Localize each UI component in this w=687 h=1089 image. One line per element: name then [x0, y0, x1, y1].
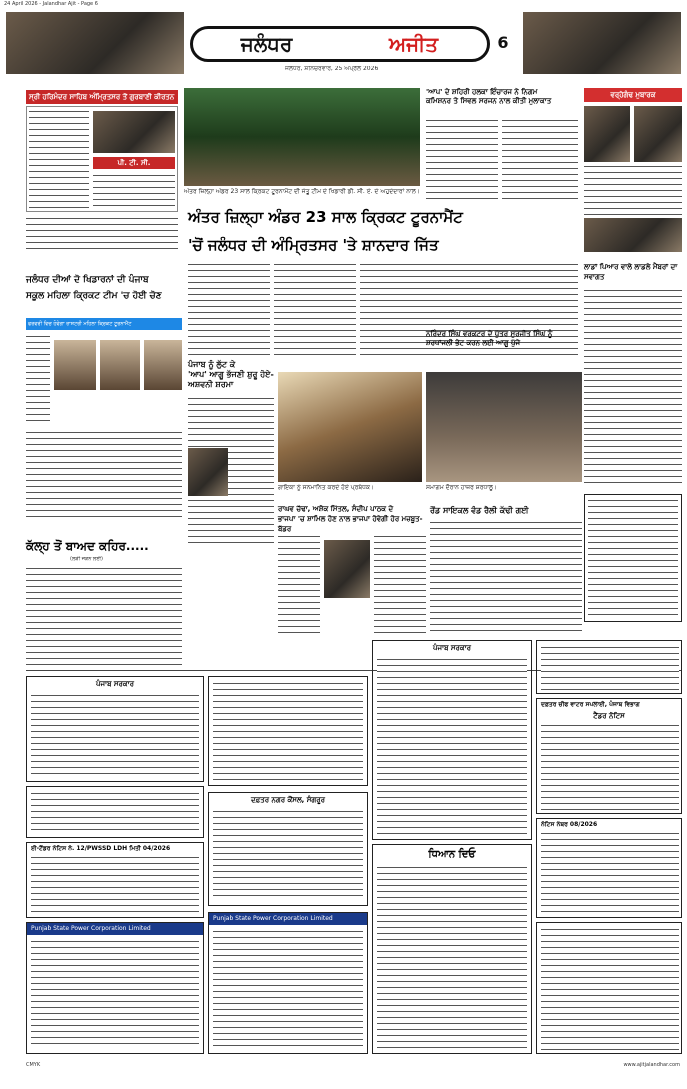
notice-box-1: [26, 676, 204, 782]
serial-headline: ਕੱਲ੍ਹ ਤੋਂ ਬਾਅਦ ਕਹਿਰ.....: [26, 539, 149, 553]
notice-box-10: [536, 922, 682, 1054]
text-lines: [541, 645, 679, 691]
right-column-headline: ਲਾਡਾਂ ਪਿਆਰ ਵਾਲੇ ਲਾਡਲੇ ਮੈਂਬਰਾਂ ਦਾ ਸਵਾਗਤ: [584, 263, 678, 281]
dhyan-dio-title: ਧਿਆਨ ਦਿਓ: [428, 848, 476, 860]
cricket-photo-caption: ਅੰਤਰ ਜ਼ਿਲ੍ਹਾ ਅੰਡਰ 23 ਸਾਲ ਕ੍ਰਿਕਟ ਟੂਰਨਾਮੈਂਟ ਦੀ ਜੇਤੂ ਟੀਮ ਦੇ ਖਿਡਾਰੀ ਡੀ. ਸੀ. ਏ. ਦੇ ਅਹੁਦੇਦਾਰਾਂ ਨਾਲ।: [184, 188, 420, 195]
text-lines: [213, 929, 363, 1049]
text-lines: [31, 791, 199, 835]
women-cricket-text: [26, 430, 182, 520]
main-headline-line2: 'ਚੋਂ ਜਲੰਧਰ ਦੀ ਅੰਮ੍ਰਿਤਸਰ 'ਤੇ ਸ਼ਾਨਦਾਰ ਜਿੱਤ: [188, 236, 439, 254]
tour-text: [430, 520, 582, 634]
photo-caption-right: ਸਮਾਗਮ ਦੌਰਾਨ ਹਾਜ਼ਰ ਸ਼ਰਧਾਲੂ।: [426, 484, 498, 491]
pspcl-title: Punjab State Power Corporation Limited: [209, 913, 367, 925]
main-story-text-col1: [188, 262, 270, 358]
anniversary-banner: ਵਰ੍ਹੇਗੰਢ ਮੁਬਾਰਕ: [584, 88, 682, 102]
pspcl-notice-2: [208, 912, 368, 1054]
text-lines: [31, 693, 199, 777]
headline-line: ਜਲੰਧਰ ਦੀਆਂ ਦੋ ਖਿਡਾਰਨਾਂ ਦੀ ਪੰਜਾਬ: [26, 275, 149, 285]
player-photo-1: [54, 340, 96, 390]
main-story-text-col2: [274, 262, 356, 358]
anniversary-photo-1: [584, 106, 630, 162]
pspcl-notice-1: [26, 922, 204, 1054]
politics-text-col2: [374, 534, 426, 634]
women-cricket-subhead: ਫਰਵਰੀ ਵਿਚ ਹੋਵੇਗਾ ਰਾਸ਼ਟਰੀ ਮਹਿਲਾ ਕ੍ਰਿਕਟ ਟੂਰਨਾਮੈਂਟ: [26, 318, 182, 330]
text-lines: [541, 723, 679, 811]
text-lines: [213, 809, 363, 901]
text-lines: [31, 939, 199, 1049]
top-right-headline: [426, 88, 578, 114]
ptc-label: ਪੀ. ਟੀ. ਸੀ.: [93, 157, 175, 169]
notice-box-4: [208, 676, 368, 786]
anniversary-photo-2: [634, 106, 682, 162]
notice-box-5: [208, 792, 368, 906]
politics-headline: [278, 504, 426, 533]
notice-box-6: [372, 640, 532, 840]
notice-box-7: [372, 844, 532, 1054]
headline-line: ਸਕੂਲ ਮਹਿਲਾ ਕ੍ਰਿਕਟ ਟੀਮ 'ਚ ਹੋਈ ਚੋਣ: [26, 291, 162, 301]
notice-box-3: [26, 842, 204, 918]
left-top-box: [26, 106, 178, 212]
headline-line: ਭਾਜਪਾ 'ਚ ਸ਼ਾਮਿਲ ਹੋਣ ਨਾਲ ਭਾਜਪਾ ਹੋਵੇਗੀ ਹੋਰ ਮਜ਼ਬੂਤ-ਬੱਡਰ: [278, 515, 423, 533]
player-photo-2: [100, 340, 140, 390]
notice-box-8: [536, 640, 682, 694]
footer-left: CMYK: [26, 1062, 41, 1068]
left-top-headline: ਸ੍ਰੀ ਹਰਿਮੰਦਰ ਸਾਹਿਬ ਅੰਮ੍ਰਿਤਸਰ ਤੋਂ ਗੁਰਬਾਣੀ ਕੀਰਤਨ: [26, 90, 178, 104]
masthead: [190, 26, 490, 62]
office-title: ਦਫ਼ਤਰ ਨਗਰ ਕੌਂਸਲ, ਸੰਗਰੂਰ: [251, 795, 325, 804]
tender-head: ਟੈਂਡਰ ਨੋਟਿਸ: [593, 711, 625, 720]
masthead-building-photo-right: [523, 12, 681, 74]
golden-temple-photo: [93, 111, 175, 153]
ceremony-photo-1: [278, 372, 422, 482]
right-column-notice: [584, 494, 682, 622]
tour-headline: ਰੌਂਡ ਸਾਇਕਲ ਵੰਡ ਰੈਲੀ ਕੱਢੀ ਗਈ: [430, 506, 529, 515]
ceremony-photo-2: [426, 372, 582, 482]
politics-photo: [324, 540, 370, 598]
scan-header: 24 April 2026 - Jalandhar Ajit - Page 6: [4, 1, 98, 7]
notice-title: ਪੰਜਾਬ ਸਰਕਾਰ: [432, 643, 471, 652]
ad-ref-2: ਨੋਟਿਸ ਨੰਬਰ 08/2026: [541, 821, 598, 828]
footer-right: www.ajitjalandhar.com: [623, 1062, 680, 1068]
headline-line: ਰਾਘਵ ਚੱਢਾ, ਅਸ਼ੋਕ ਮਿੱਤਲ, ਸੰਦੀਪ ਪਾਠਕ ਦੇ: [278, 505, 394, 513]
page-number: 6: [497, 32, 509, 52]
ad-ref: ਈ-ਟੈਂਡਰ ਨੋਟਿਸ ਨੰ. 12/PWSSD LDH ਮਿਤੀ 04/2026: [31, 845, 171, 852]
text-lines: [93, 173, 175, 209]
masthead-title-2: ਅਜੀਤ: [388, 32, 439, 56]
text-lines: [541, 927, 679, 1051]
left-top-text: [26, 216, 178, 250]
text-lines: [31, 855, 199, 915]
politician-photo: [188, 448, 228, 496]
masthead-title-1: ਜਲੰਧਰ: [240, 32, 293, 56]
main-headline-line1: ਅੰਤਰ ਜ਼ਿਲ੍ਹਾ ਅੰਡਰ 23 ਸਾਲ ਕ੍ਰਿਕਟ ਟੂਰਨਾਮੈਂਟ: [188, 208, 463, 226]
headline-line: ਪੰਜਾਬ ਨੂੰ ਲੁੱਟ ਕੇ: [188, 360, 236, 369]
cricket-team-photo: [184, 88, 420, 186]
right-column-text: [584, 288, 682, 488]
obituary-headline: [426, 330, 578, 358]
tender-office: ਦਫ਼ਤਰ ਚੀਫ ਵਾਟਰ ਸਪਲਾਈ, ਪੰਜਾਬ ਵਿਭਾਗ: [541, 701, 640, 708]
masthead-subline: ਜਲੰਧਰ, ਸ਼ਨਿੱਚਰਵਾਰ, 25 ਅਪ੍ਰੈਲ 2026: [285, 66, 379, 72]
top-right-text-col2: [502, 118, 578, 204]
headline-line: 'ਆਪ' ਦੇ ਸ਼ਹਿਰੀ ਹਲਕਾ ਇੰਚਾਰਜ ਨੇ ਨਿਗਮ: [426, 88, 538, 96]
photo-caption-left: ਗਾਇਕਾ ਨੂੰ ਸਨਮਾਨਿਤ ਕਰਦੇ ਹੋਏ ਪ੍ਰਬੰਧਕ।: [278, 484, 374, 491]
pspcl-title: Punjab State Power Corporation Limited: [27, 923, 203, 935]
notice-title: ਪੰਜਾਬ ਸਰਕਾਰ: [95, 679, 134, 688]
notice-box-9: [536, 818, 682, 918]
anniversary-text: [584, 164, 682, 216]
mid-story-headline: [188, 360, 274, 394]
text-lines: [213, 681, 363, 781]
player-photo-3: [144, 340, 182, 390]
notice-box-2: [26, 786, 204, 838]
headline-line: ਸ਼ਰਧਾਂਜਲੀ ਭੇਟ ਕਰਨ ਲਈ ਆਗੂ ਪੁੱਜੇ: [426, 339, 521, 347]
couple-photo: [584, 218, 682, 252]
text-lines: [541, 831, 679, 915]
headline-line: 'ਆਪ' ਆਗੂ ਭੱਜਣੀ ਸ਼ੁਰੂ ਹੋਏ-ਅਸ਼ਵਨੀ ਸ਼ਰਮਾ: [188, 370, 274, 389]
text-lines: [377, 865, 527, 1049]
text-lines: [377, 657, 527, 835]
women-text-narrow: [26, 334, 50, 424]
serial-tag: (ਲੜੀ ਜੋੜਨ ਲਈ): [70, 556, 103, 562]
women-cricket-headline: [26, 272, 182, 306]
text-lines: [588, 498, 678, 618]
text-lines: [29, 109, 89, 209]
headline-line: ਨਰਿੰਦਰ ਸਿੰਘ ਵਰਕਟਰ ਦੇ ਪੁੱਤਰ ਸੁਰਜੀਤ ਸਿੰਘ ਨੂੰ: [426, 330, 553, 338]
masthead-building-photo-left: [6, 12, 184, 74]
serial-text: [26, 566, 182, 666]
tender-notice: [536, 698, 682, 814]
politics-text-col1: [278, 534, 320, 634]
headline-line: ਕਮਿਸ਼ਨਰ ਤੇ ਸਿਵਲ ਸਰਜਨ ਨਾਲ ਕੀਤੀ ਮੁਲਾਕਾਤ: [426, 97, 552, 105]
top-right-text-col1: [426, 118, 498, 204]
